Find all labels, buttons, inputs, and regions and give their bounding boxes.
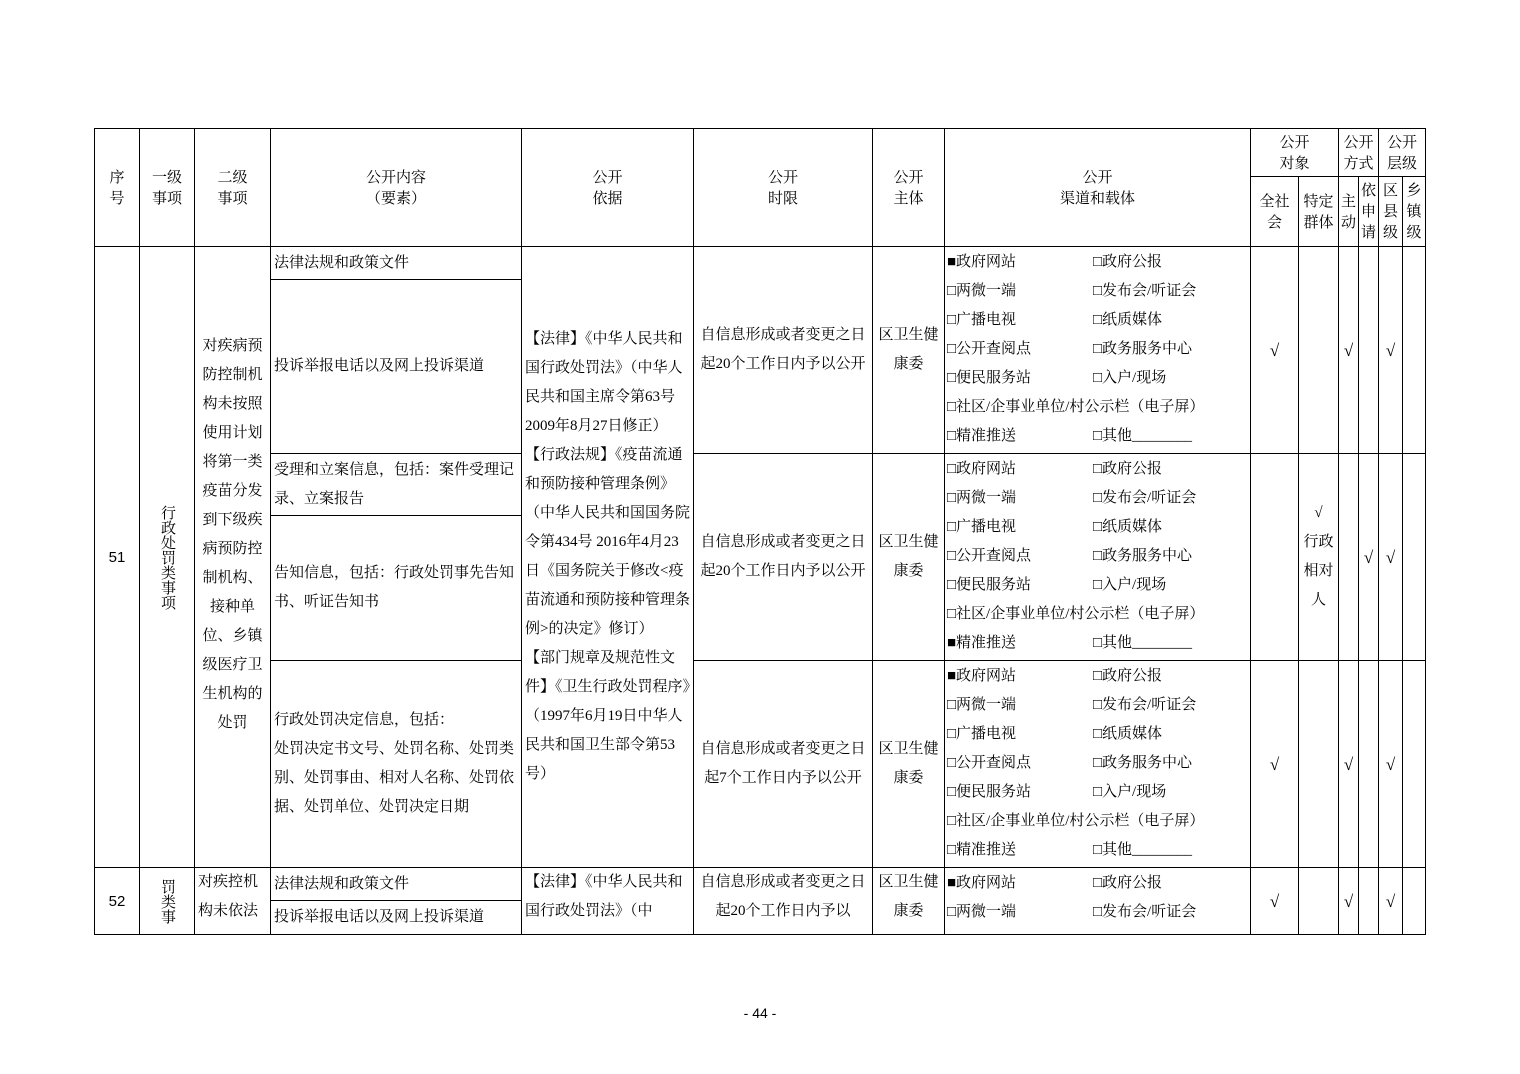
row51-content-4 [270, 515, 522, 661]
row51-g1-channels [944, 246, 1251, 454]
row51-content-3-text: 受理和立案信息，包括：案件受理记录、立案报告 [274, 461, 515, 507]
channel-option: □发布会/听证会 [1093, 697, 1197, 713]
row52-apply [1358, 867, 1379, 935]
channel-option: □政府公报 [1093, 668, 1163, 684]
row51-content-5-text: 行政处罚决定信息，包括： 处罚决定书文号、处罚名称、处罚类别、处罚事由、相对人名称、处罚依据、处罚单位、处罚决定日期 [274, 712, 515, 815]
row51-g3-target-all-mark: √ [1269, 754, 1280, 774]
channel-option: □公开查阅点 [947, 341, 1032, 357]
channel-row [945, 662, 1250, 691]
channel-row [945, 422, 1250, 451]
channel-option: □政府公报 [1093, 875, 1163, 891]
row51-g3-active-mark: √ [1343, 754, 1354, 774]
header-method-label: 公开 方式 [1343, 133, 1374, 172]
channel-option: □政府公报 [1093, 461, 1163, 477]
channel-option: □便民服务站 [947, 370, 1032, 386]
channel-row [945, 691, 1250, 720]
row51-g1-subject-text: 区卫生健康委 [878, 327, 939, 372]
channel-row [945, 898, 1250, 927]
row51-level1 [139, 246, 195, 868]
channel-option: □政府网站 [947, 461, 1017, 477]
row51-g3-subject [872, 660, 945, 868]
row51-content-4-text: 告知信息，包括：行政处罚事先告知书、听证告知书 [274, 565, 515, 610]
row51-content-1-text: 法律法规和政策文件 [274, 254, 410, 271]
channel-option: □两微一端 [947, 904, 1017, 920]
row51-g3-time [693, 660, 873, 868]
header-target-all-label: 全社 会 [1259, 192, 1290, 231]
row52-level2-text: 对疾控机构未依法 [198, 874, 259, 919]
header-target-all [1250, 176, 1299, 247]
row51-g3-active [1338, 660, 1359, 868]
header-level-town [1402, 176, 1426, 247]
channel-option: □广播电视 [947, 312, 1017, 328]
row51-g3-town [1402, 660, 1426, 868]
row51-g2-county [1378, 453, 1403, 661]
row52-basis [521, 867, 694, 935]
channel-row [945, 364, 1250, 393]
channel-option: □精准推送 [947, 842, 1017, 858]
channel-row [945, 720, 1250, 749]
row51-g3-apply [1358, 660, 1379, 868]
channel-option: □政务服务中心 [1093, 548, 1193, 564]
channel-option: □入户/现场 [1093, 370, 1167, 386]
row51-g3-county-mark: √ [1385, 754, 1396, 774]
row51-content-2 [270, 279, 522, 454]
header-content-label: 公开内容 （要素） [365, 168, 426, 207]
channel-option: □两微一端 [947, 490, 1017, 506]
header-target-label: 公开 对象 [1279, 133, 1310, 172]
channel-option: □其他________ [1093, 428, 1193, 444]
header-level-label: 公开 层级 [1386, 133, 1417, 172]
row51-g2-subject [872, 453, 945, 661]
row51-g2-town [1402, 453, 1426, 661]
row51-g1-active-mark: √ [1343, 340, 1354, 360]
channel-option: □发布会/听证会 [1093, 283, 1197, 299]
channel-row [945, 277, 1250, 306]
row52-basis-text: 【法律】《中华人民共和国行政处罚法》（中 [525, 874, 683, 919]
channel-row [945, 542, 1250, 571]
channel-row [945, 484, 1250, 513]
channel-option: □社区/企事业单位/村公示栏（电子屏） [947, 606, 1205, 622]
row52-target-all [1250, 867, 1299, 935]
channel-row [945, 513, 1250, 542]
row51-g2-target-all [1250, 453, 1299, 661]
channel-row [945, 306, 1250, 335]
row52-level1 [139, 867, 195, 935]
row52-active [1338, 867, 1359, 935]
header-method-active [1338, 176, 1359, 247]
row52-time-text: 自信息形成或者变更之日起20个工作日内予以 [700, 874, 866, 919]
channel-option: □政务服务中心 [1093, 341, 1193, 357]
header-subject-label: 公开 主体 [893, 168, 924, 207]
header-target [1250, 128, 1339, 177]
channel-option: □广播电视 [947, 726, 1017, 742]
channel-option: ■政府网站 [947, 254, 1017, 270]
row52-subject-text: 区卫生健康委 [878, 874, 939, 919]
channel-option: □其他________ [1093, 842, 1193, 858]
header-seq-label: 序 号 [109, 168, 125, 207]
row51-g1-target-specific [1298, 246, 1339, 454]
row51-g1-apply [1358, 246, 1379, 454]
channel-row [945, 455, 1250, 484]
channel-option: □社区/企事业单位/村公示栏（电子屏） [947, 399, 1205, 415]
header-level [1378, 128, 1426, 177]
header-basis [521, 128, 694, 247]
channel-option: □纸质媒体 [1093, 726, 1163, 742]
row52-county-mark: √ [1385, 891, 1396, 911]
row51-g2-subject-text: 区卫生健康委 [878, 534, 939, 579]
row51-g2-time [693, 453, 873, 661]
row51-g1-town [1402, 246, 1426, 454]
channel-row [945, 836, 1250, 865]
row51-g3-county [1378, 660, 1403, 868]
channel-option: □广播电视 [947, 519, 1017, 535]
channel-option: □公开查阅点 [947, 755, 1032, 771]
header-level2 [194, 128, 271, 247]
row51-g1-county [1378, 246, 1403, 454]
row52-county [1378, 867, 1403, 935]
row51-g3-subject-text: 区卫生健康委 [878, 741, 939, 786]
row52-content-1-text: 法律法规和政策文件 [274, 875, 410, 892]
row51-seq-text: 51 [108, 548, 126, 566]
header-level-county [1378, 176, 1403, 247]
header-method [1338, 128, 1379, 177]
header-level-county-label: 区 县 级 [1382, 182, 1398, 241]
channel-option: □便民服务站 [947, 784, 1032, 800]
row52-target-specific [1298, 867, 1339, 935]
channel-row [945, 393, 1250, 422]
row51-content-2-text: 投诉举报电话以及网上投诉渠道 [274, 358, 485, 374]
channel-row [945, 749, 1250, 778]
channel-option: ■精准推送 [947, 635, 1017, 651]
header-method-apply [1358, 176, 1379, 247]
row51-level2-text: 对疾病预防控制机构未按照使用计划将第一类疫苗分发到下级疾病预防控制机构、接种单位、乡镇级医疗卫生机构的处罚 [202, 338, 263, 731]
header-level2-label: 二级 事项 [217, 168, 248, 207]
row52-channels [944, 867, 1251, 935]
row51-basis-text: 【法律】《中华人民共和国行政处罚法》（中华人民共和国主席令第63号 2009年8月27日修正） 【行政法规】《疫苗流通和预防接种管理条例》（中华人民共和国国务院令第434号 2016年4月23日《国务院关于修改<疫苗流通和预防接种管理条例>的决定》修订） 【部门规章及规范性文件】《卫生行政处罚程序》（1997年6月19日中华人民共和国卫生部令第53号） [525, 331, 691, 782]
disclosure-table [94, 128, 1426, 935]
row52-level1-text: 罚类事 [159, 878, 175, 924]
row51-content-5 [270, 660, 522, 868]
header-channel [944, 128, 1251, 247]
row51-g2-active [1338, 453, 1359, 661]
row51-g3-time-text: 自信息形成或者变更之日起7个工作日内予以公开 [700, 741, 866, 786]
channel-option: □入户/现场 [1093, 577, 1167, 593]
channel-option: □社区/企事业单位/村公示栏（电子屏） [947, 813, 1205, 829]
row52-subject [872, 867, 945, 935]
row52-seq-text: 52 [108, 892, 126, 910]
channel-option: □纸质媒体 [1093, 519, 1163, 535]
row52-target-all-mark: √ [1269, 891, 1280, 911]
row51-g1-subject [872, 246, 945, 454]
row52-content-2 [270, 900, 522, 935]
row52-time [693, 867, 873, 935]
channel-option: □两微一端 [947, 283, 1017, 299]
row51-g3-channels [944, 660, 1251, 868]
header-method-active-label: 主 动 [1340, 192, 1356, 231]
channel-option: ■政府网站 [947, 875, 1017, 891]
channel-option: □政务服务中心 [1093, 755, 1193, 771]
row51-g2-apply [1358, 453, 1379, 661]
header-channel-label: 公开 渠道和载体 [1059, 168, 1135, 207]
row51-g2-county-mark: √ [1385, 547, 1396, 567]
header-content [270, 128, 522, 247]
channel-option: □精准推送 [947, 428, 1017, 444]
channel-row [945, 629, 1250, 658]
channel-option: ■政府网站 [947, 668, 1017, 684]
channel-row [945, 571, 1250, 600]
header-time-limit [693, 128, 873, 247]
channel-option: □发布会/听证会 [1093, 490, 1197, 506]
row52-content-1 [270, 867, 522, 901]
row51-g1-active [1338, 246, 1359, 454]
channel-row [945, 600, 1250, 629]
row51-content-3 [270, 453, 522, 516]
row52-active-mark: √ [1343, 891, 1354, 911]
row51-g2-target-specific-mark: √ 行政 相对 人 [1303, 505, 1334, 608]
header-seq [94, 128, 140, 247]
channel-row [945, 248, 1250, 277]
row51-g3-target-all [1250, 660, 1299, 868]
row51-content-1 [270, 246, 522, 280]
row51-g2-apply-mark: √ [1363, 547, 1374, 567]
page-number: - 44 - [743, 1005, 777, 1021]
row51-g2-channels [944, 453, 1251, 661]
header-method-apply-label: 依 申 请 [1360, 182, 1376, 241]
row52-level2 [194, 867, 271, 935]
channel-row [945, 807, 1250, 836]
channel-row [945, 335, 1250, 364]
row51-g1-time-text: 自信息形成或者变更之日起20个工作日内予以公开 [700, 327, 866, 372]
header-level1 [139, 128, 195, 247]
header-level-town-label: 乡 镇 级 [1406, 182, 1422, 241]
channel-option: □公开查阅点 [947, 548, 1032, 564]
channel-option: □发布会/听证会 [1093, 904, 1197, 920]
channel-option: □政府公报 [1093, 254, 1163, 270]
channel-option: □便民服务站 [947, 577, 1032, 593]
header-basis-label: 公开 依据 [592, 168, 623, 207]
row51-g1-target-all-mark: √ [1269, 340, 1280, 360]
channel-row [945, 869, 1250, 898]
header-level1-label: 一级 事项 [151, 168, 182, 207]
row51-g2-target-specific [1298, 453, 1339, 661]
row51-level1-text: 行政处罚类事项 [159, 504, 175, 610]
row51-g1-time [693, 246, 873, 454]
row51-g1-target-all [1250, 246, 1299, 454]
header-time-limit-label: 公开 时限 [767, 168, 798, 207]
channel-option: □纸质媒体 [1093, 312, 1163, 328]
row51-g3-target-specific [1298, 660, 1339, 868]
channel-row [945, 778, 1250, 807]
channel-option: □两微一端 [947, 697, 1017, 713]
header-target-specific [1298, 176, 1339, 247]
row51-g1-county-mark: √ [1385, 340, 1396, 360]
row51-seq [94, 246, 140, 868]
row51-level2 [194, 246, 271, 868]
channel-option: □入户/现场 [1093, 784, 1167, 800]
row51-basis [521, 246, 694, 868]
row51-g2-time-text: 自信息形成或者变更之日起20个工作日内予以公开 [700, 534, 866, 579]
row52-content-2-text: 投诉举报电话以及网上投诉渠道 [274, 909, 485, 925]
header-subject [872, 128, 945, 247]
row52-town [1402, 867, 1426, 935]
channel-option: □其他________ [1093, 635, 1193, 651]
row52-seq [94, 867, 140, 935]
header-target-specific-label: 特定 群体 [1303, 192, 1334, 231]
